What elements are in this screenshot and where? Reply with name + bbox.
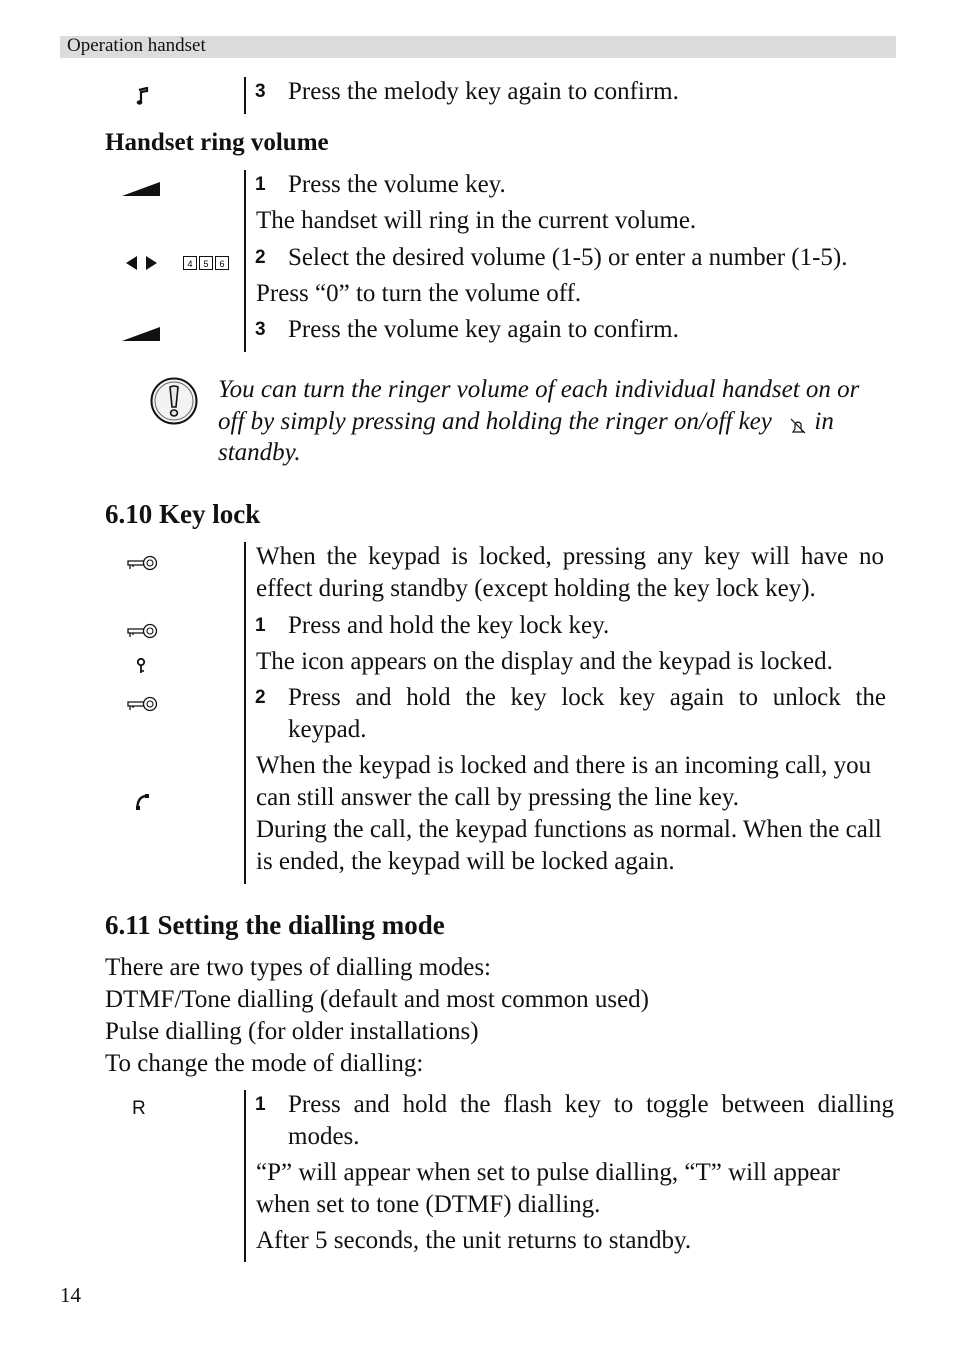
- ring-volume-step3-text: Press the volume key again to confirm.: [288, 316, 679, 343]
- step-number: 1: [255, 615, 266, 636]
- step-number: 2: [255, 687, 266, 708]
- step-number: 2: [255, 247, 266, 268]
- key-lock-icon: [127, 623, 159, 639]
- key-lock-during: During the call, the keypad functions as normal. When the call is ended, the keypad will be locked again.: [256, 816, 882, 875]
- melody-key-icon: [135, 87, 151, 107]
- step-number: 3: [255, 319, 266, 340]
- number-key-label: 6: [219, 259, 225, 269]
- key-lock-intro: When the keypad is locked, pressing any key will have no effect during standby (except holding the key lock key).: [256, 543, 884, 602]
- key-lock-icon: [127, 696, 159, 712]
- melody-divider: [244, 77, 246, 114]
- step-number: 3: [255, 81, 266, 102]
- volume-key-icon: [122, 326, 162, 342]
- left-right-arrows-icon: [126, 255, 158, 271]
- dialling-mode-step1-text: Press and hold the flash key to toggle between dialling modes.: [288, 1091, 894, 1150]
- note-text-before: You can turn the ringer volume of each individual handset on or off by simply pressing and holding the ringer on/off key: [218, 376, 860, 435]
- dialling-mode-line: There are two types of dialling modes:: [105, 954, 491, 981]
- volume-key-icon: [122, 181, 162, 197]
- flash-key-icon: R: [132, 1098, 146, 1119]
- dialling-mode-after2: After 5 seconds, the unit returns to standby.: [256, 1227, 692, 1254]
- note-text: [218, 374, 890, 469]
- number-key-label: 5: [203, 259, 209, 269]
- ring-volume-after1: The handset will ring in the current volume.: [256, 207, 697, 234]
- key-lock-heading: 6.10 Key lock: [105, 499, 261, 529]
- dialling-mode-divider: [244, 1090, 246, 1262]
- running-header: Operation handset: [67, 35, 206, 56]
- key-lock-step2-text: Press and hold the key lock key again to unlock the keypad.: [288, 684, 886, 743]
- line-key-icon: [134, 793, 150, 811]
- key-lock-incoming: When the keypad is locked and there is an incoming call, you can still answer the call by pressing the line key.: [256, 752, 872, 811]
- ring-volume-step1-text: Press the volume key.: [288, 171, 506, 198]
- note-text-after: in standby.: [218, 407, 834, 466]
- dialling-mode-line: Pulse dialling (for older installations): [105, 1018, 479, 1045]
- dialling-mode-after1: “P” will appear when set to pulse dialling, “T” will appear when set to tone (DTMF) dialling.: [256, 1159, 840, 1218]
- key-lock-step1-text: Press and hold the key lock key.: [288, 612, 610, 639]
- ring-volume-after2: Press “0” to turn the volume off.: [256, 280, 582, 307]
- ringer-off-icon: [788, 417, 808, 435]
- number-key-label: 4: [187, 259, 193, 269]
- note-exclamation-icon: [150, 377, 198, 425]
- ring-volume-heading: Handset ring volume: [105, 129, 329, 156]
- key-lock-divider: [244, 542, 246, 884]
- step-number: 1: [255, 174, 266, 195]
- dialling-mode-line: To change the mode of dialling:: [105, 1050, 424, 1077]
- lock-display-icon: [136, 657, 146, 675]
- melody-step3-text: Press the melody key again to confirm.: [288, 78, 679, 105]
- ring-volume-divider: [244, 170, 246, 352]
- dialling-mode-line: DTMF/Tone dialling (default and most common used): [105, 986, 649, 1013]
- dialling-mode-heading: 6.11 Setting the dialling mode: [105, 910, 445, 940]
- key-lock-icon: [127, 555, 159, 571]
- number-keys-icon: [183, 256, 229, 271]
- key-lock-after1: The icon appears on the display and the keypad is locked.: [256, 648, 833, 675]
- ring-volume-step2-text: Select the desired volume (1-5) or enter a number (1-5).: [288, 244, 848, 271]
- step-number: 1: [255, 1094, 266, 1115]
- page-number: 14: [60, 1283, 81, 1307]
